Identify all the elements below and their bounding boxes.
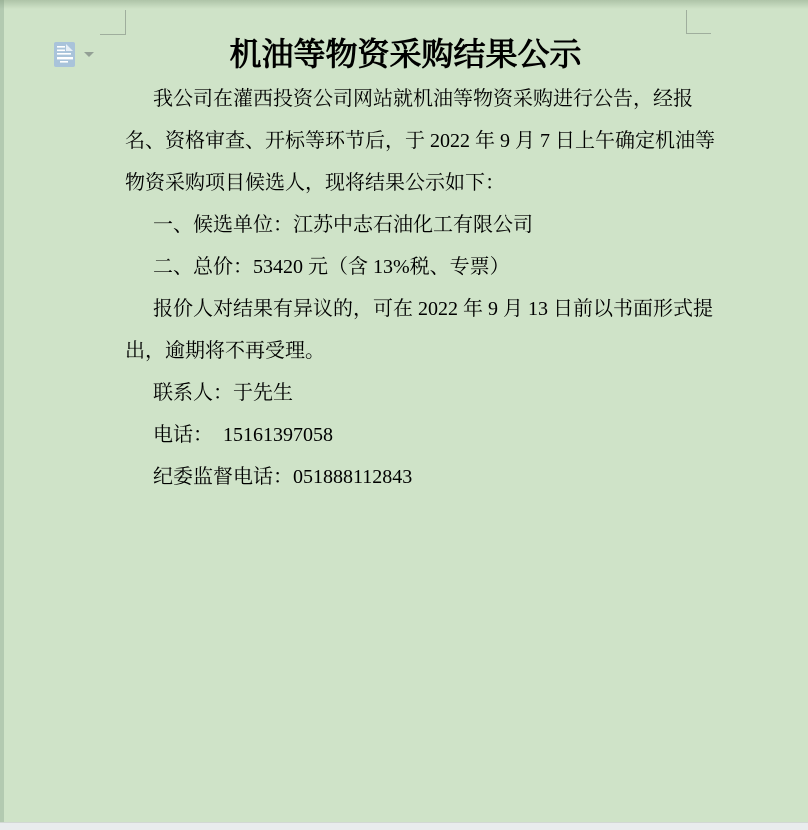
paste-options-button[interactable] [54,40,98,68]
document-line: 名、资格审查、开标等环节后，于 2022 年 9 月 7 日上午确定机油等 [125,130,715,152]
document-line: 报价人对结果有异议的，可在 2022 年 9 月 13 日前以书面形式提 [153,298,713,320]
top-shadow [0,0,808,9]
document-line: 二、总价：53420 元（含 13%税、专票） [153,256,510,278]
document-line: 纪委监督电话：051888112843 [153,466,413,488]
document-line: 物资采购项目候选人，现将结果公示如下： [125,172,505,194]
document-line: 一、候选单位：江苏中志石油化工有限公司 [153,214,533,236]
margin-crop-mark-top-right [686,33,711,34]
document-title: 机油等物资采购结果公示 [229,36,582,72]
margin-crop-mark-top-left [100,34,126,35]
paste-clipboard-icon [54,42,75,67]
status-bar-edge [0,822,808,830]
chevron-down-icon [84,52,94,57]
margin-crop-mark-top-right [686,10,687,34]
document-body [125,78,715,498]
page-left-edge [0,0,4,822]
document-line: 联系人：于先生 [153,382,293,404]
document-line: 电话： 15161397058 [153,424,333,446]
document-line: 我公司在灌西投资公司网站就机油等物资采购进行公告，经报 [153,88,693,110]
document-line: 出，逾期将不再受理。 [125,340,325,362]
